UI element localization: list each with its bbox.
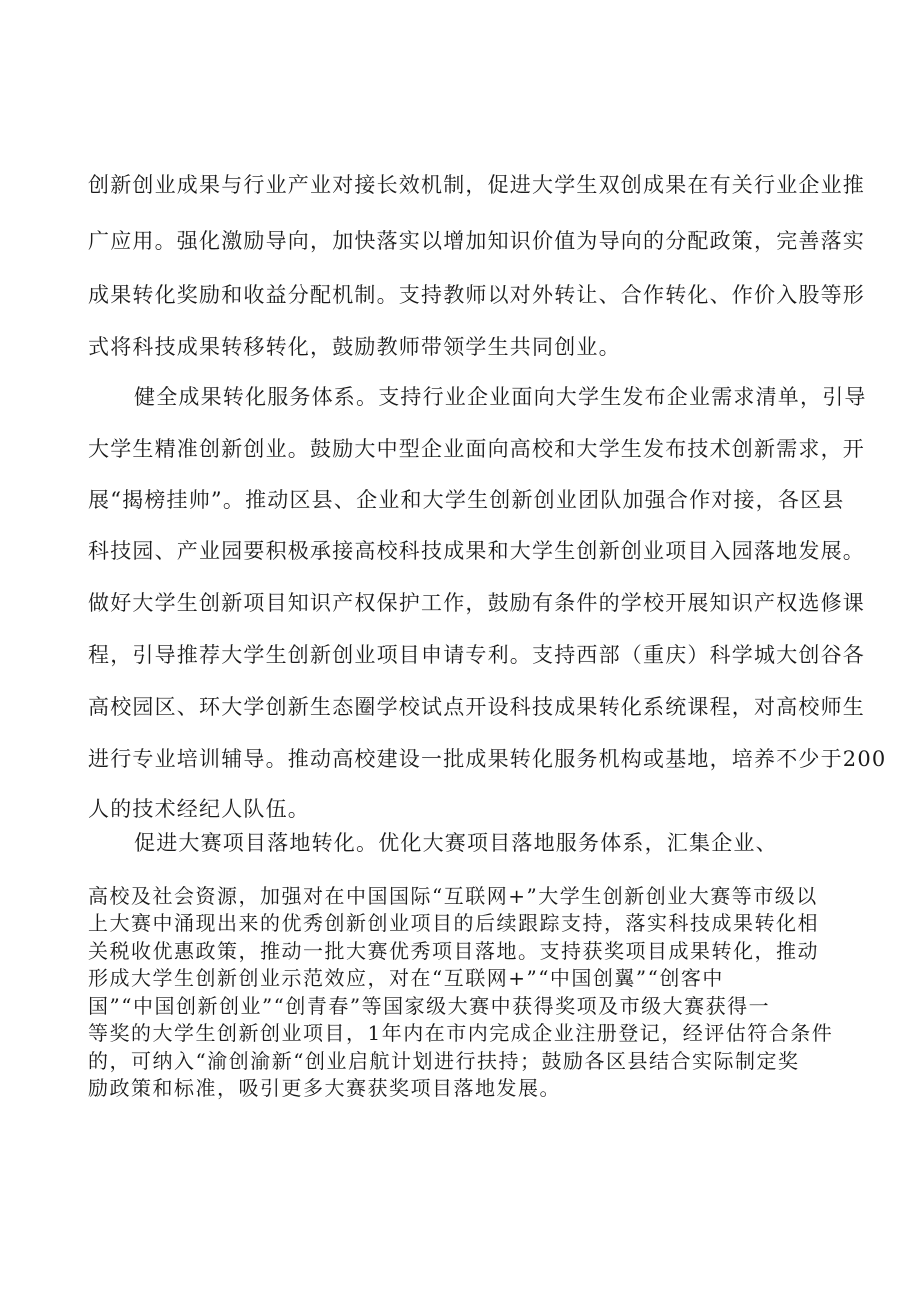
paragraph-line: 形成大学生创新创业示范效应，对在“互联网+”“中国创翼”“创客中 bbox=[88, 966, 724, 990]
paragraph-line: 国”“中国创新创业”“创青春”等国家级大赛中获得奖项及市级大赛获得一 bbox=[88, 994, 771, 1018]
paragraph-line: 高校及社会资源，加强对在中国国际“互联网+”大学生创新创业大赛等市级以 bbox=[88, 884, 818, 908]
paragraph-line: 促进大赛项目落地转化。优化大赛项目落地服务体系，汇集企业、 bbox=[134, 831, 778, 855]
paragraph-line: 上大赛中涌现出来的优秀创新创业项目的后续跟踪支持，落实科技成果转化相 bbox=[88, 911, 819, 935]
paragraph-line: 做好大学生创新项目知识产权保护工作，鼓励有条件的学校开展知识产权选修课 bbox=[88, 591, 865, 615]
paragraph-line: 等奖的大学生创新创业项目，1年内在市内完成企业注册登记，经评估符合条件 bbox=[88, 1021, 834, 1045]
paragraph-line: 励政策和标准，吸引更多大赛获奖项目落地发展。 bbox=[88, 1076, 561, 1100]
paragraph-line: 程，引导推荐大学生创新创业项目申请专利。支持西部（重庆）科学城大创谷各 bbox=[88, 643, 865, 667]
paragraph-line: 创新创业成果与行业产业对接长效机制，促进大学生双创成果在有关行业企业推 bbox=[88, 173, 865, 197]
paragraph-line: 式将科技成果转移转化，鼓励教师带领学生共同创业。 bbox=[88, 335, 621, 359]
paragraph-line: 进行专业培训辅导。推动高校建设一批成果转化服务机构或基地，培养不少于200 bbox=[88, 747, 887, 771]
paragraph-line: 展“揭榜挂帅”。推动区县、企业和大学生创新创业团队加强合作对接，各区县 bbox=[88, 488, 845, 512]
paragraph-line: 关税收优惠政策，推动一批大赛优秀项目落地。支持获奖项目成果转化，推动 bbox=[88, 939, 819, 963]
paragraph-line: 广应用。强化激励导向，加快落实以增加知识价值为导向的分配政策，完善落实 bbox=[88, 229, 865, 253]
paragraph-line: 高校园区、环大学创新生态圈学校试点开设科技成果转化系统课程，对高校师生 bbox=[88, 695, 865, 719]
paragraph-line: 科技园、产业园要积极承接高校科技成果和大学生创新创业项目入园落地发展。 bbox=[88, 539, 865, 563]
paragraph-line: 健全成果转化服务体系。支持行业企业面向大学生发布企业需求清单，引导 bbox=[134, 385, 867, 409]
paragraph-line: 的，可纳入“渝创渝新“创业启航计划进行扶持；鼓励各区县结合实际制定奖 bbox=[88, 1049, 800, 1073]
paragraph-line: 成果转化奖励和收益分配机制。支持教师以对外转让、合作转化、作价入股等形 bbox=[88, 283, 865, 307]
paragraph-line: 人的技术经纪人队伍。 bbox=[88, 797, 310, 821]
paragraph-line: 大学生精准创新创业。鼓励大中型企业面向高校和大学生发布技术创新需求，开 bbox=[88, 437, 865, 461]
